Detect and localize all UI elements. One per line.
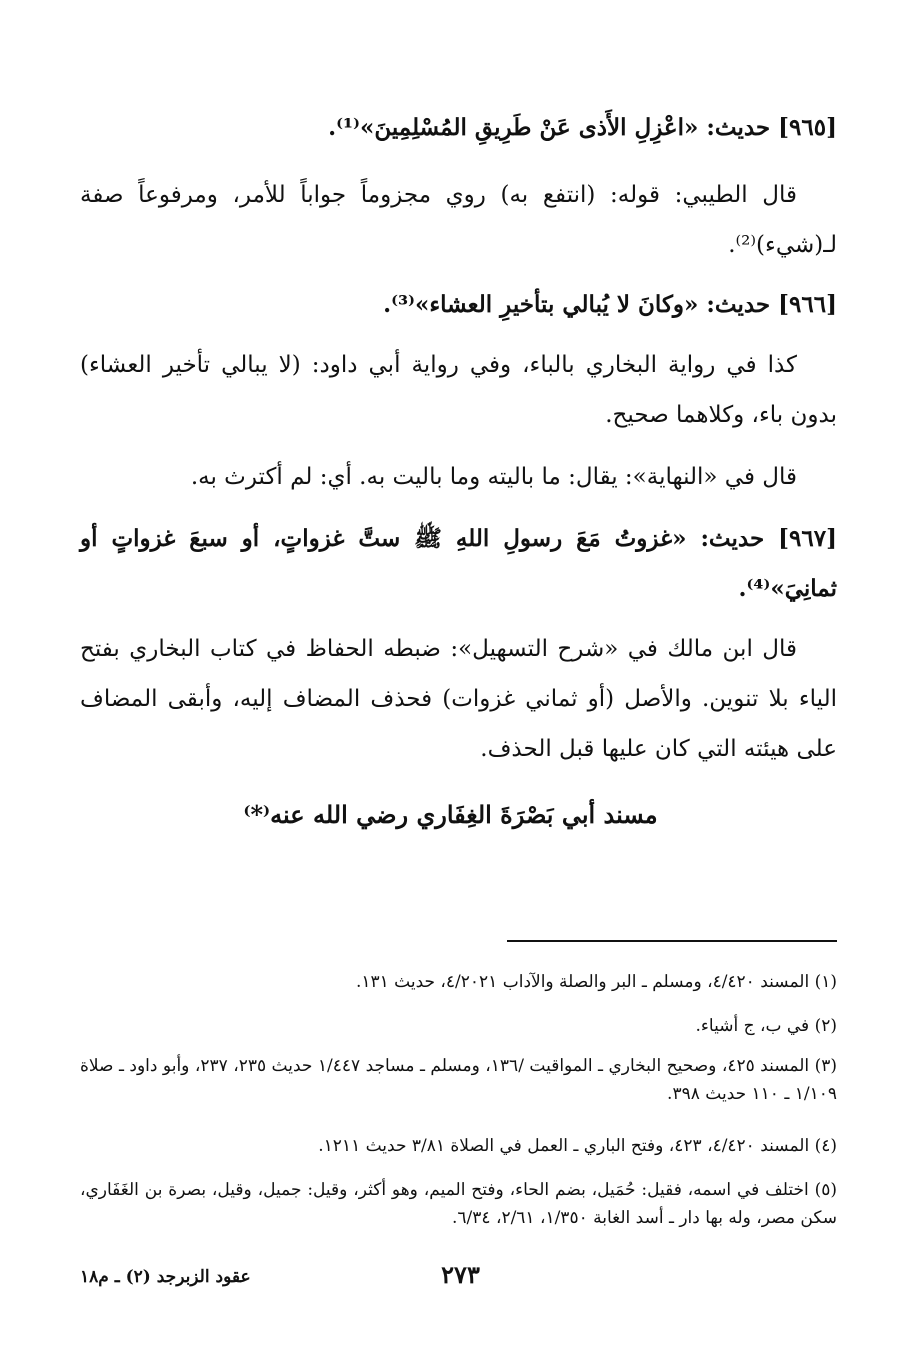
commentary-nihaya: قال في «النهاية»: يقال: ما باليته وما باليت به. أي: لم أكترث به. bbox=[190, 464, 797, 490]
running-footer: عقود الزبرجد (٢) ـ م١٨ bbox=[80, 1267, 251, 1287]
footnote-2: (٢) في ب، ج أشياء. bbox=[695, 1016, 837, 1036]
footnote-1: (١) المسند ٤/٤٢٠، ومسلم ـ البر والصلة والآداب ٤/٢٠٢١، حديث ١٣١. bbox=[355, 972, 837, 992]
section-heading: مسند أبي بَصْرَةَ الغِفَاري رضي الله عنه⁽*⁾ bbox=[243, 800, 658, 829]
commentary-bukhari-riwaya: كذا في رواية البخاري بالباء، وفي رواية أبي داود: (لا يبالي تأخير العشاء) بدون باء، وكلاهما صحيح. bbox=[80, 352, 837, 428]
hadith-965: [٩٦٥] حديث: «اعْزِلِ الأَذى عَنْ طَرِيقِ المُسْلِمِينَ»⁽¹⁾. bbox=[328, 114, 837, 141]
footnote-divider bbox=[507, 940, 837, 942]
footnote-3: (٣) المسند ٤٢٥، وصحيح البخاري ـ المواقيت /١٣٦، ومسلم ـ مساجد ١/٤٤٧ حديث ٢٣٥، ٢٣٧، وأبو داود ـ صلاة ١/١٠٩ ـ ١١٠ حديث ٣٩٨. bbox=[80, 1056, 838, 1104]
page-number: ٢٧٣ bbox=[441, 1260, 480, 1289]
hadith-966: [٩٦٦] حديث: «وكانَ لا يُبالي بتأخيرِ العشاء»⁽³⁾. bbox=[383, 291, 837, 318]
commentary-tibi: قال الطيبي: قوله: (انتفع به) روي مجزوماً جواباً للأمر، ومرفوعاً صفة لـ(شيء)⁽²⁾. bbox=[80, 182, 837, 258]
footnote-5: (٥) اختلف في اسمه، فقيل: حُمَيل، بضم الحاء، وفتح الميم، وهو أكثر، وقيل: جميل، وقيل، بصرة بن الغَفَاري، سكن مصر، وله بها دار ـ أسد الغابة ١/٣٥٠، ٢/٦١، ٦/٣٤. bbox=[80, 1180, 837, 1228]
footnote-4: (٤) المسند ٤/٤٢٠، ٤٢٣، وفتح الباري ـ العمل في الصلاة ٣/٨١ حديث ١٢١١. bbox=[318, 1136, 837, 1156]
commentary-ibn-malik: قال ابن مالك في «شرح التسهيل»: ضبطه الحفاظ في كتاب البخاري بفتح الياء بلا تنوين. والأصل (أو ثماني غزوات) فحذف المضاف إليه، وأبقى المضاف على هيئته التي كان عليها قبل الحذف. bbox=[80, 636, 837, 762]
hadith-967: [٩٦٧] حديث: «غزوتُ مَعَ رسولِ اللهِ ﷺ ستَّ غزواتٍ، أو سبعَ غزواتٍ أو ثمانِيَ»⁽⁴⁾. bbox=[80, 525, 837, 602]
